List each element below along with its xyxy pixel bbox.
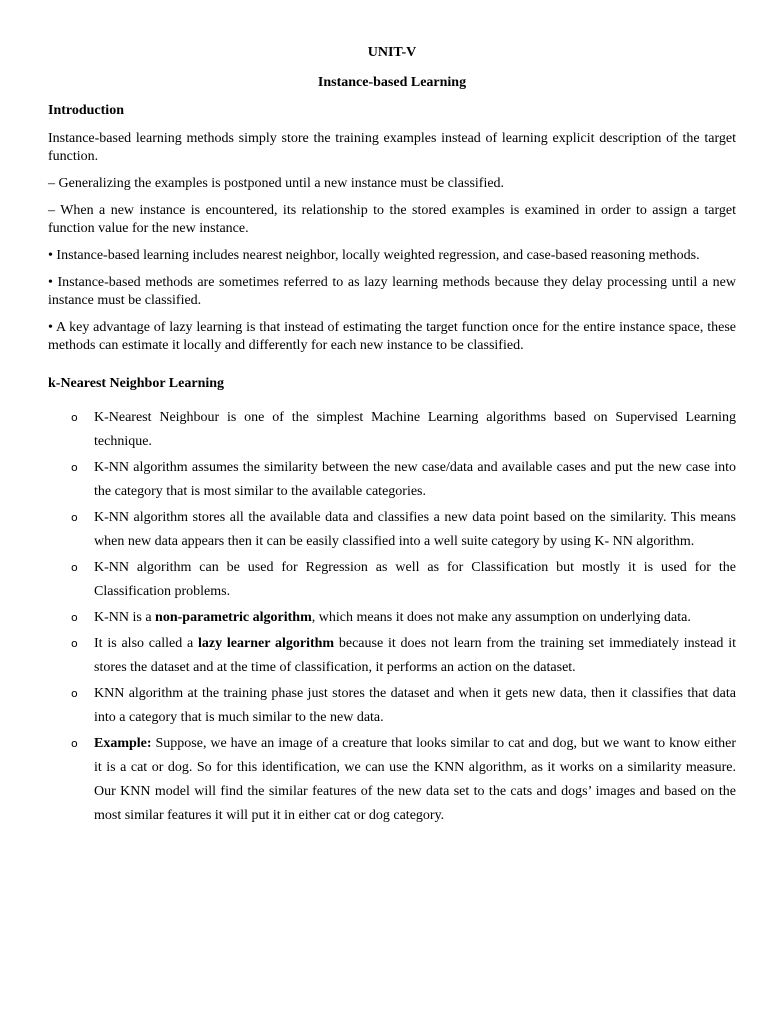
list-item: o K-Nearest Neighbour is one of the simplest Machine Learning algorithms based on Supervised Learning technique. [48,406,736,454]
intro-paragraph: • Instance-based learning includes nearest neighbor, locally weighted regression, and case-based reasoning methods. [48,248,700,263]
intro-paragraph: – Generalizing the examples is postponed until a new instance must be classified. [48,176,505,191]
unit-heading: UNIT-V [367,45,417,60]
intro-paragraph: • A key advantage of lazy learning is that instead of estimating the target function once for the entire instance space, these methods can estimate it locally and differently for each new instance to be classified. [48,320,736,353]
list-item: o K-NN is a non-parametric algorithm, which means it does not make any assumption on underlying data. [48,606,736,630]
circle-bullet-icon: o [71,611,78,624]
knn-heading: k-Nearest Neighbor Learning [48,376,225,391]
circle-bullet-icon: o [71,737,78,750]
list-item: o K-NN algorithm stores all the available data and classifies a new data point based on the similarity. This means when new data appears then it can be easily classified into a well suite category by using K- NN algorithm. [48,506,736,554]
list-item: o K-NN algorithm assumes the similarity between the new case/data and available cases and put the new case into the category that is most similar to the available categories. [48,456,736,504]
intro-heading: Introduction [48,103,124,118]
intro-paragraph: • Instance-based methods are sometimes referred to as lazy learning methods because they delay processing until a new instance must be classified. [48,275,736,308]
circle-bullet-icon: o [71,461,78,474]
list-item: o Example: Suppose, we have an image of a creature that looks similar to cat and dog, but we want to know either it is a cat or dog. So for this identification, we can use the KNN algorithm, as it works on a similarity measure. Our KNN model will find the similar features of the new data set to the cats and dogs’ images and based on the most similar features it will put it in either cat or dog category. [48,732,736,828]
circle-bullet-icon: o [71,561,78,574]
circle-bullet-icon: o [71,511,78,524]
list-item: o It is also called a lazy learner algorithm because it does not learn from the training set immediately instead it stores the dataset and at the time of classification, it performs an action on the dataset. [48,632,736,680]
document-title: Instance-based Learning [317,75,467,90]
circle-bullet-icon: o [71,637,78,650]
knn-bullet-list [48,406,736,828]
circle-bullet-icon: o [71,411,78,424]
document-page [48,44,736,830]
intro-paragraph: – When a new instance is encountered, its relationship to the stored examples is examined in order to assign a target function value for the new instance. [48,203,736,236]
list-item: o KNN algorithm at the training phase just stores the dataset and when it gets new data, then it classifies that data into a category that is much similar to the new data. [48,682,736,730]
intro-paragraph: Instance-based learning methods simply store the training examples instead of learning explicit description of the target function. [48,131,736,164]
circle-bullet-icon: o [71,687,78,700]
list-item: o K-NN algorithm can be used for Regression as well as for Classification but mostly it is used for the Classification problems. [48,556,736,604]
